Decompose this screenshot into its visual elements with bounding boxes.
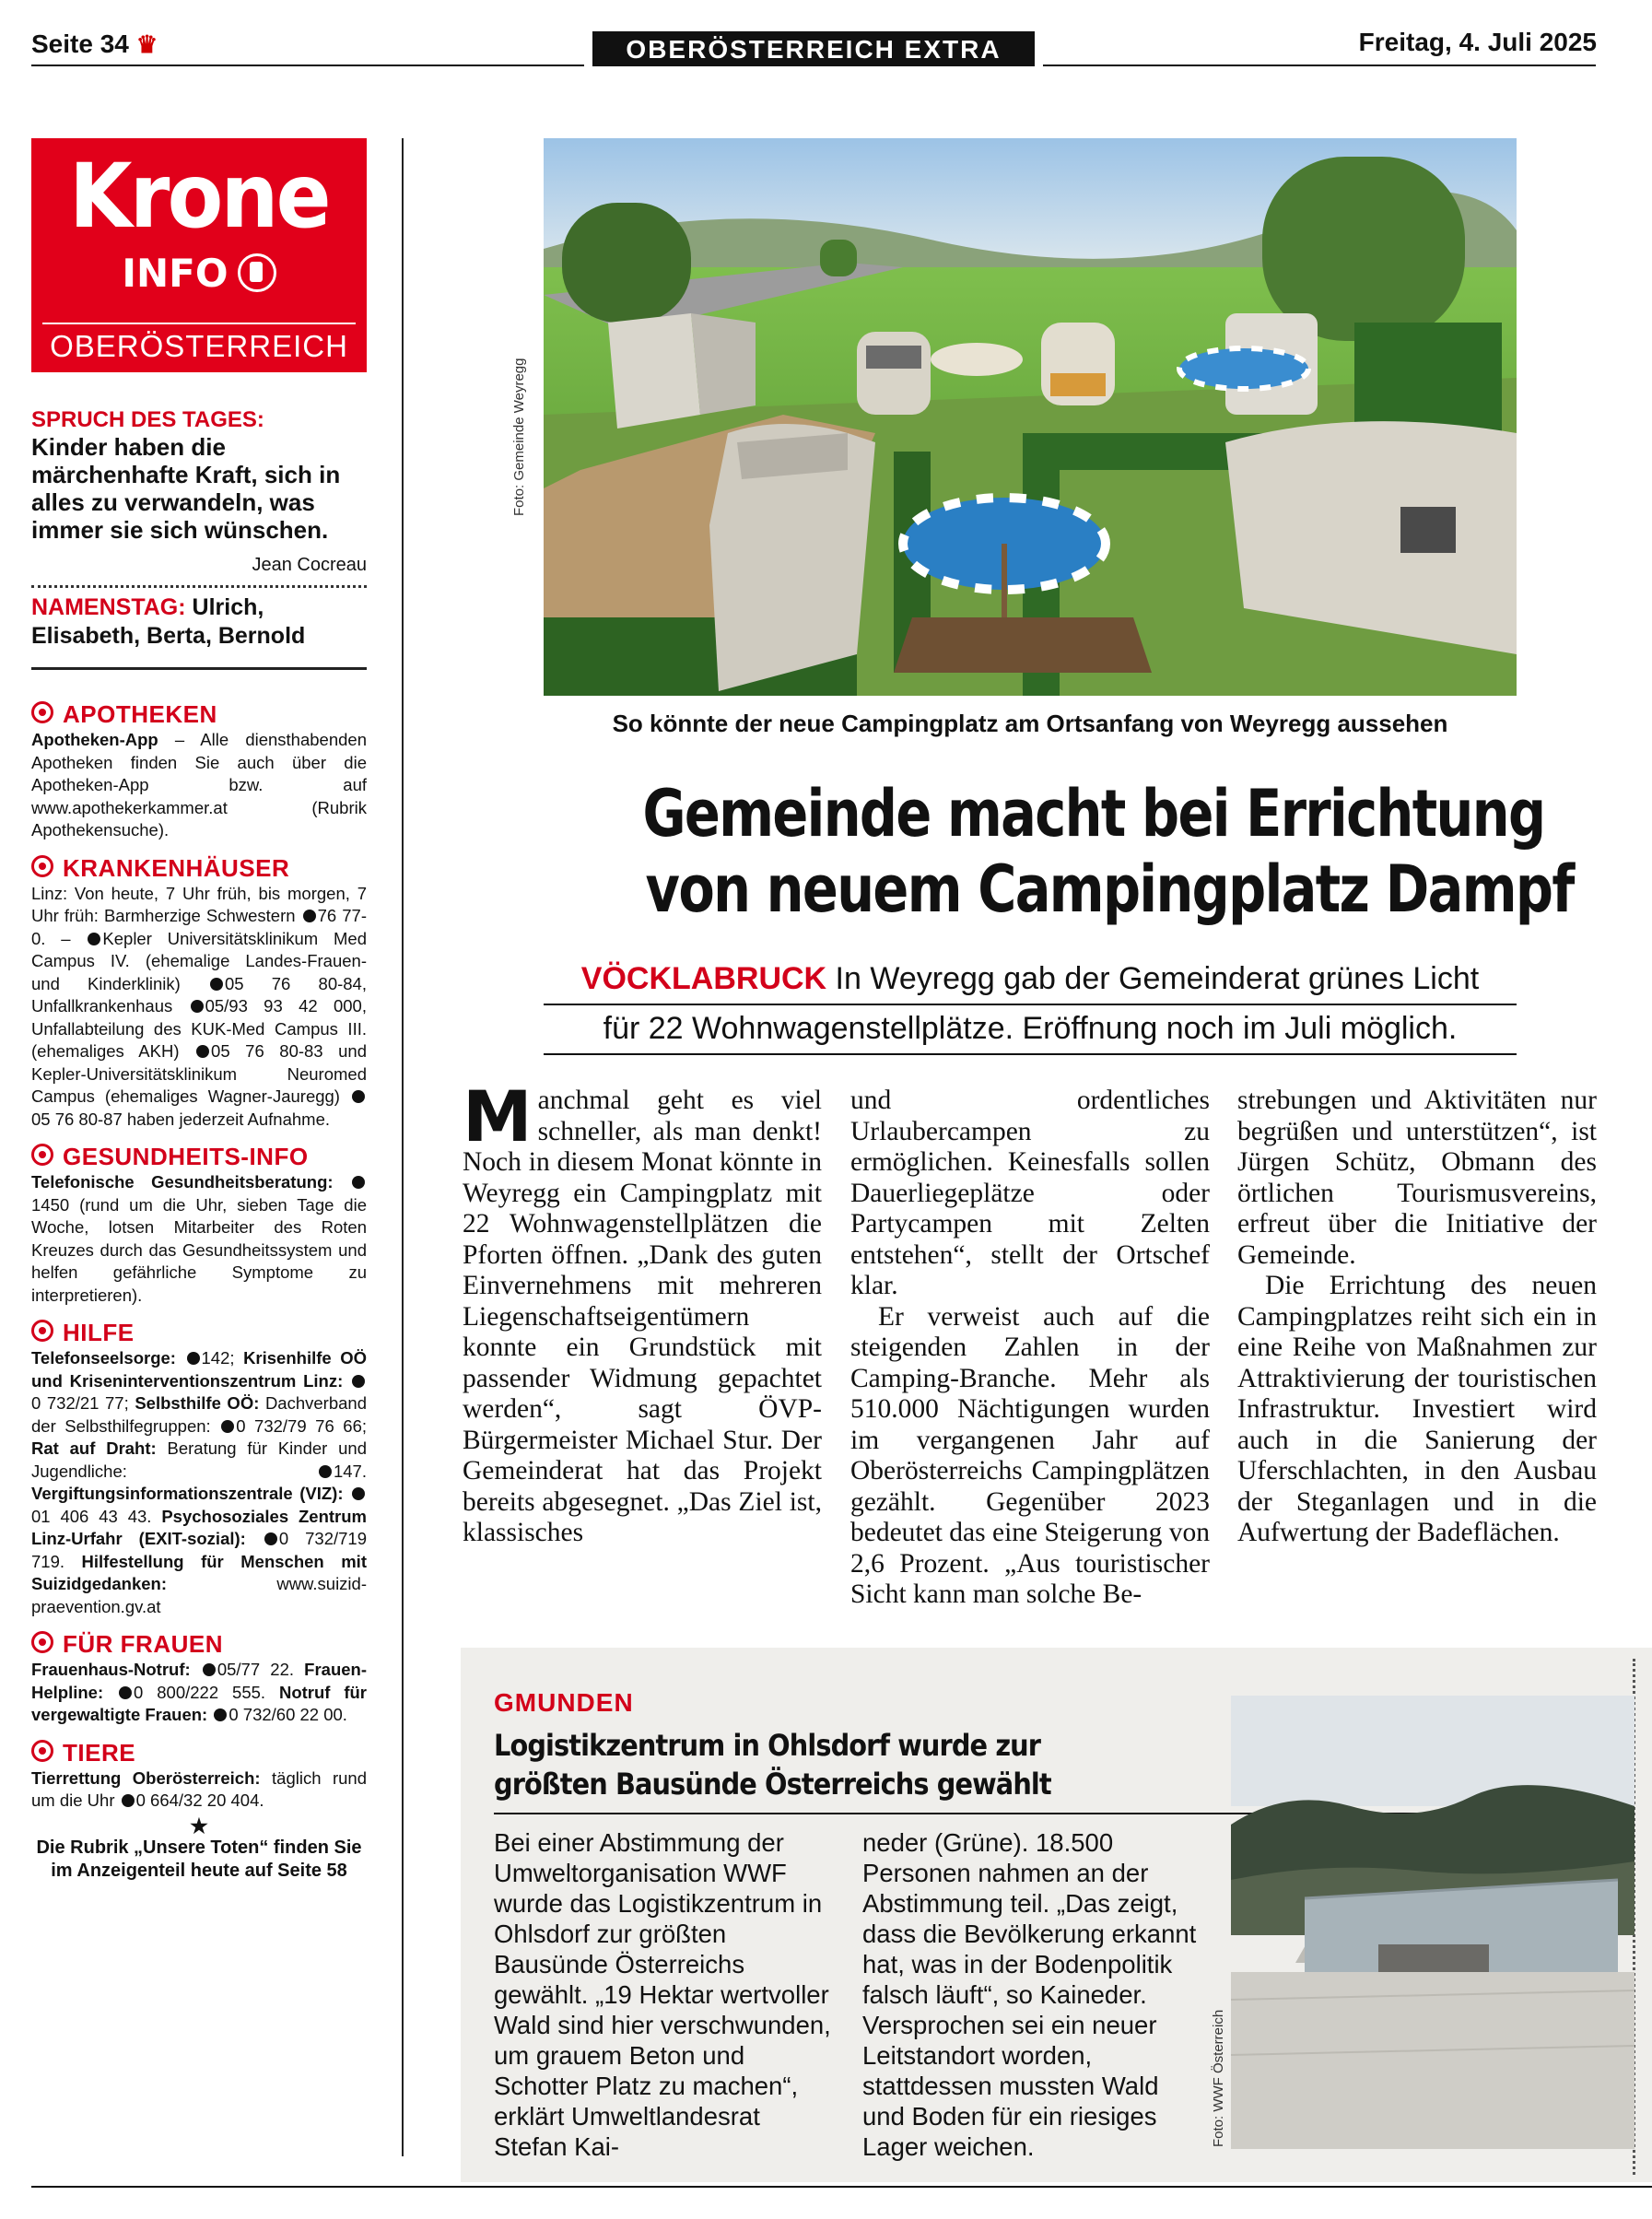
phone-icon	[196, 1045, 209, 1058]
article-column-3: strebungen und Aktivitäten nur begrüßen und unterstützen“, ist Jürgen Schütz, Obmann des örtlichen Tourismusvereins, erfreut über die Initiative der Gemeinde. Die Errichtung des neuen Campingplatzes reiht sich ein in eine Reihe von Maßnahmen zur Attraktivierung der touristischen Infrastruktur. Investiert wird auch in die Sanierung der Uferschlachten, in den Ausbau der Steganlagen und in die Aufwertung der Badeflächen.	[1237, 1086, 1597, 1547]
drop-cap: M	[463, 1075, 533, 1157]
kicker: VÖCKLABRUCK	[580, 961, 827, 996]
logistics-illustration	[1231, 1696, 1634, 2149]
section-title: OBERÖSTERREICH EXTRA	[592, 31, 1035, 66]
phone-icon	[187, 1352, 200, 1365]
section-frauen: FÜR FRAUEN Frauenhaus-Notruf: 05/77 22. Frauen-Helpline: 0 800/222 555. Notruf für vergewaltigte Frauen: 0 732/60 22 00.	[31, 1630, 368, 1724]
section-gesundheit: GESUNDHEITS-INFO Telefonische Gesundheitsberatung: 1450 (rund um die Uhr, sieben Tage die Woche, lotsen Mitarbeiter des Roten Kreuzes durch das Gesundheitssystem und helfen gefährliche Symptome zu interpretieren).	[31, 1143, 367, 1305]
section-krankenhaeuser: KRANKENHÄUSER Linz: Von heute, 7 Uhr früh, bis morgen, 7 Uhr früh: Barmherzige Schwestern 76 77-0. – Kepler Universitätsklinikum Med Campus IV. (ehemalige Landes-Frauen- und Kinderklinik) 05 76 80-84, Unfallkrankenhaus 05/93 93 42 000, Unfallabteilung des KUK-Med Campus III. (ehemaliges AKH) 05 76 80-83 und Kepler-Universitätsklinikum Neuromed Campus (ehemaliges Wagner-Jauregg) 05 76 80-87 haben jederzeit Aufnahme.	[31, 853, 368, 1129]
spruch-author: Jean Cocreau	[252, 555, 367, 575]
krone-info-logo	[31, 138, 367, 372]
target-icon	[31, 701, 53, 723]
target-icon	[31, 1144, 53, 1166]
headline-line-2: von neuem Campingplatz Dampf	[645, 851, 1574, 927]
box-column-1: Bei einer Abstimmung der Umweltorganisation WWF wurde das Logistikzentrum in Ohlsdorf zur größten Bausünde Österreichs gewählt. „19 Hektar wertvoller Wald sind hier verschwunden, um grauem Beton und Schotter Platz zu machen“, erklärt Umweltlandesrat Stefan Kai-	[494, 1828, 831, 2161]
bullet-icon	[88, 933, 100, 945]
target-icon	[31, 1631, 53, 1653]
phone-icon	[191, 1000, 204, 1013]
photo-caption: So könnte der neue Campingplatz am Ortsanfang von Weyregg aussehen	[612, 710, 1448, 737]
logo-brand: Krone	[69, 145, 329, 248]
phone-icon	[352, 1375, 365, 1388]
box-column-2: neder (Grüne). 18.500 Personen nahmen an der Abstimmung teil. „Das zeigt, dass die Bevölkerung erkannt hat, was in der Bodenpolitik falsch läuft“, so Kaineder. Versprochen sei ein neuer Leitstandort worden, stattdessen mussten Wald und Boden für ein riesiges Lager weichen.	[862, 1828, 1197, 2161]
header-rule-left	[31, 65, 584, 66]
subheadline: VÖCKLABRUCK In Weyregg gab der Gemeinderat grünes Licht für 22 Wohnwagenstellplätze. Eröffnung noch im Juli möglich.	[544, 954, 1517, 1053]
box-photo-credit: Foto: WWF Österreich	[1211, 2009, 1226, 2147]
page-number: Seite 34 ♛	[31, 29, 158, 58]
subhead-rule	[544, 1053, 1517, 1055]
phone-icon	[352, 1176, 365, 1189]
phone-icon	[210, 978, 223, 991]
section-title-apotheken: APOTHEKEN	[63, 700, 217, 728]
issue-date: Freitag, 4. Juli 2025	[1358, 28, 1597, 56]
phone-icon	[352, 1090, 365, 1103]
section-title-hilfe: HILFE	[63, 1319, 135, 1346]
page-bottom-rule	[31, 2186, 1652, 2188]
header-rule-right	[1043, 65, 1596, 66]
target-icon	[31, 1320, 53, 1342]
target-icon	[31, 855, 53, 877]
dotted-divider	[31, 585, 367, 588]
section-title-tiere: TIERE	[63, 1738, 136, 1767]
headline-line-1: Gemeinde macht bei Errichtung	[642, 776, 1545, 851]
phone-icon	[203, 1663, 216, 1676]
section-apotheken: APOTHEKEN Apotheken-App – Alle diensthabenden Apotheken finden Sie auch über die Apotheken-App bzw. auf www.apothekerkammer.at (Rubrik Apothekensuche).	[31, 700, 367, 839]
section-hilfe: HILFE Telefonseelsorge: 142; Krisenhilfe OÖ und Kriseninterventionszentrum Linz: 0 732/21 77; Selbsthilfe OÖ: Dachverband der Selbsthilfegruppen: 0 732/79 76 66; Rat auf Draht: Beratung für Kinder und Jugendliche: 147. Vergiftungsinformationszentrale (VIZ): 01 406 43 43. Psychosoziales Zentrum Linz-Urfahr (EXIT-sozial): 0 732/719 719. Hilfestellung für Menschen mit Suizidgedanken: www.suizid-praevention.gv.at	[31, 1319, 368, 1616]
article-column-2: und ordentliches Urlaubercampen zu ermöglichen. Keinesfalls sollen Dauerliegeplätze oder Partycampen mit Zelten entstehen“, stellt der Ortschef klar. Er verweist auch auf die steigenden Zahlen in der Camping-Branche. Mehr als 510.000 Nächtigungen wurden im vergangenen Jahr auf Oberösterreichs Campingplätzen gezählt. Gegenüber 2023 bedeutet das eine Steigerung von 2,6 Prozent. „Aus touristischer Sicht kann man solche Be-	[850, 1086, 1210, 1609]
info-sidebar	[31, 138, 367, 1883]
box-kicker: GMUNDEN	[494, 1688, 634, 1717]
logistics-center-photo	[1231, 1696, 1634, 2149]
phone-icon	[214, 1708, 227, 1721]
section-title-frauen: FÜR FRAUEN	[63, 1630, 223, 1658]
coat-of-arms-icon	[238, 253, 276, 292]
article-column-1: Manchmal geht es viel schneller, als man denkt! Noch in diesem Monat könnte in Weyregg ein Campingplatz mit 22 Wohnwagenstellplätzen die Pforten öffnen. „Dank des guten Einvernehmens mit mehreren Liegenschaftseigentümern konnte ein Grundstück mit passender Widmung gepachtet werden“, sagt ÖVP-Bürgermeister Michael Stur. Der Gemeinderat hat das Projekt bereits abgesegnet. „Das Ziel ist, klassisches	[463, 1075, 822, 1547]
rubrik-note: ★ Die Rubrik „Unsere Toten“ finden Sie im Anzeigenteil heute auf Seite 58	[31, 1816, 367, 1883]
crown-icon: ♛	[135, 30, 158, 58]
headline	[544, 776, 1574, 927]
logo-info: INFO	[31, 251, 367, 297]
phone-icon	[122, 1794, 135, 1807]
spruch-text: Kinder haben die märchenhafte Kraft, sich in alles zu verwandeln, was immer sie sich wünschen.	[31, 433, 341, 544]
campsite-illustration	[544, 138, 1517, 696]
phone-icon	[221, 1420, 234, 1433]
logo-region: OBERÖSTERREICH	[50, 329, 348, 363]
section-title-krankenhaeuser: KRANKENHÄUSER	[63, 853, 290, 882]
spruch-heading: SPRUCH DES TAGES:	[31, 407, 264, 432]
photo-credit: Foto: Gemeinde Weyregg	[511, 358, 527, 516]
star-icon: ★	[190, 1814, 208, 1837]
phone-icon	[303, 910, 316, 922]
campsite-photo	[544, 138, 1517, 696]
section-title-gesundheit: GESUNDHEITS-INFO	[63, 1143, 309, 1170]
subhead-rule	[544, 1004, 1517, 1005]
phone-icon	[352, 1487, 365, 1500]
box-headline: Logistikzentrum in Ohlsdorf wurde zur größten Bausünde Österreichs gewählt	[494, 1728, 1051, 1802]
namenstag: NAMENSTAG: Ulrich, Elisabeth, Berta, Bernold	[31, 594, 306, 649]
phone-icon	[119, 1686, 132, 1699]
sidebar-rule	[31, 667, 367, 670]
subheadline-line-2: für 22 Wohnwagenstellplätze. Eröffnung noch im Juli möglich.	[603, 1011, 1458, 1046]
phone-icon	[264, 1532, 277, 1545]
section-tiere: TIERE Tierrettung Oberösterreich: täglich rund um die Uhr 0 664/32 20 404.	[31, 1738, 367, 1810]
target-icon	[31, 1740, 53, 1762]
phone-icon	[319, 1465, 332, 1478]
sidebar-divider	[402, 138, 404, 2156]
